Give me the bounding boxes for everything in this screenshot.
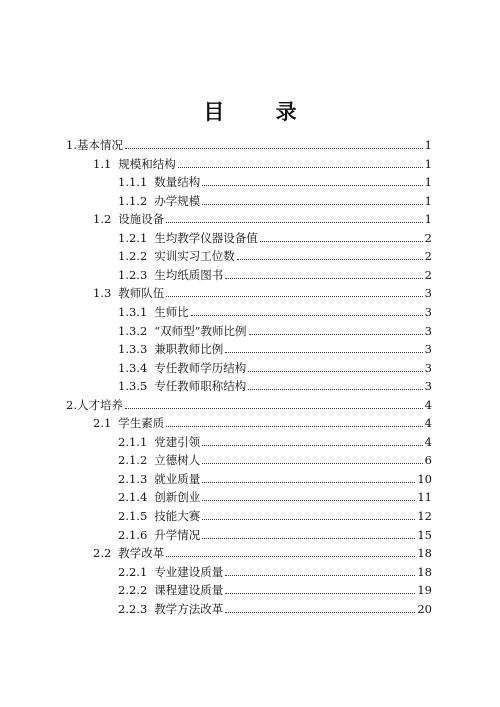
- toc-entry[interactable]: [118, 452, 432, 468]
- toc-entry-page: 1: [424, 193, 432, 208]
- toc-entry-page: 1: [424, 138, 432, 152]
- toc-entry-number: 2.1: [93, 416, 112, 431]
- toc-entry-number: 2.1.5: [118, 509, 148, 523]
- toc-entry-title: 专业建设质量: [154, 564, 224, 579]
- toc-dot-leader: [248, 370, 422, 372]
- toc-dot-leader: [202, 462, 422, 464]
- page-title: 目 录: [203, 100, 319, 124]
- toc-entry-number: 1.1.1: [118, 175, 148, 190]
- toc-entry[interactable]: [118, 230, 432, 246]
- toc-dot-leader: [202, 518, 415, 520]
- toc-dot-leader: [202, 481, 415, 483]
- toc-entry[interactable]: [118, 508, 432, 524]
- toc-entry-title: “双师型”教师比例: [154, 323, 247, 338]
- toc-entry-number: 2.2: [93, 546, 112, 561]
- toc-entry[interactable]: [93, 156, 432, 172]
- toc-dot-leader: [260, 240, 423, 242]
- toc-entry[interactable]: [118, 193, 432, 209]
- toc-entry[interactable]: [118, 323, 432, 339]
- toc-entry[interactable]: [93, 415, 432, 431]
- toc-entry[interactable]: [66, 137, 432, 153]
- toc-entry[interactable]: [118, 434, 432, 450]
- toc-entry-title: 设施设备: [118, 212, 165, 227]
- toc-entry-page: 2: [424, 267, 432, 282]
- toc-dot-leader: [225, 351, 422, 353]
- toc-entry-title: 数量结构: [154, 175, 201, 190]
- toc-entry-page: 18: [417, 564, 432, 579]
- toc-dot-leader: [166, 221, 422, 223]
- toc-entry-title: 规模和结构: [118, 156, 176, 171]
- toc-dot-leader: [237, 258, 423, 260]
- toc-entry-number: 1.2.3: [118, 267, 148, 282]
- toc-entry-number: 1.2: [93, 212, 112, 227]
- toc-dot-leader: [191, 314, 423, 316]
- toc-entry-page: 11: [417, 490, 432, 505]
- toc-entry-page: 3: [424, 323, 432, 338]
- toc-entry-title: 教学改革: [118, 546, 165, 561]
- toc-entry[interactable]: [93, 285, 432, 301]
- toc-entry-number: 2.2.1: [118, 564, 148, 579]
- toc-entry[interactable]: [118, 341, 432, 357]
- toc-dot-leader: [202, 184, 422, 186]
- toc-entry-page: 20: [417, 601, 432, 616]
- toc-entry[interactable]: [118, 471, 432, 487]
- toc-dot-leader: [125, 147, 423, 149]
- toc-dot-leader: [225, 592, 415, 594]
- toc-entry[interactable]: [118, 601, 432, 617]
- toc-entry[interactable]: [118, 304, 432, 320]
- toc-entry-title: 创新创业: [154, 490, 201, 505]
- toc-entry[interactable]: [118, 582, 432, 598]
- toc-dot-leader: [166, 555, 415, 557]
- toc-entry-title: 升学情况: [154, 527, 201, 542]
- toc-dot-leader: [202, 203, 422, 205]
- toc-dot-leader: [248, 388, 422, 390]
- toc-entry-number: 2.: [66, 397, 77, 412]
- toc-entry-page: 1: [424, 212, 432, 227]
- toc-entry-title: 人才培养: [76, 397, 123, 412]
- toc-entry-page: 2: [424, 249, 432, 264]
- toc-entry-page: 18: [417, 546, 432, 561]
- toc-entry-title: 兼职教师比例: [154, 342, 224, 357]
- toc-entry-page: 3: [424, 304, 432, 319]
- toc-entry-title: 专任教师职称结构: [154, 379, 247, 394]
- toc-entry-number: 1.3.1: [118, 304, 148, 319]
- toc-entry-title: 教师队伍: [118, 286, 165, 301]
- toc-entry-number: 1.3: [93, 286, 112, 301]
- toc-entry-number: 2.1.3: [118, 471, 148, 486]
- toc-entry-title: 课程建设质量: [154, 583, 224, 598]
- toc-entry-title: 立德树人: [154, 453, 201, 468]
- toc-entry-title: 生师比: [154, 304, 189, 319]
- toc-dot-leader: [202, 499, 415, 501]
- toc-entry-page: 3: [424, 342, 432, 357]
- toc-entry[interactable]: [118, 248, 432, 264]
- toc-dot-leader: [166, 295, 422, 297]
- toc-entry-page: 4: [424, 434, 432, 449]
- toc-entry-number: 1.3.5: [118, 379, 148, 394]
- toc-entry[interactable]: [118, 174, 432, 190]
- toc-dot-leader: [225, 611, 415, 613]
- toc-entry-title: 就业质量: [154, 471, 201, 486]
- toc-entry[interactable]: [118, 360, 432, 376]
- toc-dot-leader: [166, 425, 422, 427]
- toc-entry-number: 2.1.1: [118, 434, 148, 449]
- toc-entry-page: 1: [424, 156, 432, 171]
- toc-entry-number: 1.1.2: [118, 193, 148, 208]
- toc-entry[interactable]: [118, 267, 432, 283]
- toc-entry-page: 4: [424, 416, 432, 431]
- toc-entry-page: 15: [417, 527, 432, 542]
- toc-entry-number: 1.1: [93, 156, 112, 171]
- toc-entry-page: 12: [417, 509, 432, 523]
- toc-entry-page: 19: [417, 583, 432, 598]
- toc-entry-number: 2.1.4: [118, 490, 148, 505]
- toc-entry-number: 1.: [66, 138, 77, 152]
- toc-entry-title: 技能大赛: [154, 509, 201, 523]
- toc-entry-title: 生均纸质图书: [154, 267, 224, 282]
- toc-entry-title: 专任教师学历结构: [154, 360, 247, 375]
- toc-dot-leader: [249, 333, 423, 335]
- toc-entry-number: 1.3.2: [118, 323, 148, 338]
- toc-entry-page: 4: [424, 397, 432, 412]
- toc-entry-page: 6: [424, 453, 432, 468]
- toc-dot-leader: [125, 407, 423, 409]
- toc-dot-leader: [178, 166, 423, 168]
- toc-entry-title: 办学规模: [154, 193, 201, 208]
- toc-entry-number: 1.2.2: [118, 249, 148, 264]
- toc-entry-title: 基本情况: [76, 138, 123, 152]
- toc-dot-leader: [202, 444, 422, 446]
- toc-entry[interactable]: [118, 564, 432, 580]
- toc-entry-title: 党建引领: [154, 434, 201, 449]
- toc-entry-title: 生均教学仪器设备值: [154, 230, 258, 245]
- toc-entry-page: 10: [417, 471, 432, 486]
- toc-entry-number: 1.2.1: [118, 230, 148, 245]
- toc-entry[interactable]: [118, 489, 432, 505]
- toc-entry[interactable]: [93, 545, 432, 561]
- toc-entry-page: 1: [424, 175, 432, 190]
- toc-entry[interactable]: [118, 378, 432, 394]
- toc-entry[interactable]: [118, 527, 432, 543]
- toc-dot-leader: [225, 574, 415, 576]
- toc-entry-page: 2: [424, 230, 432, 245]
- toc-entry-number: 2.1.2: [118, 453, 148, 468]
- toc-entry-number: 2.1.6: [118, 527, 148, 542]
- toc-entry-page: 3: [424, 360, 432, 375]
- toc-entry-page: 3: [424, 286, 432, 301]
- toc-entry-number: 2.2.2: [118, 583, 148, 598]
- toc-dot-leader: [202, 537, 415, 539]
- toc-entry-number: 1.3.3: [118, 342, 148, 357]
- toc-entry-title: 学生素质: [118, 416, 165, 431]
- toc-entry-number: 1.3.4: [118, 360, 148, 375]
- toc-entry-page: 3: [424, 379, 432, 394]
- toc-entry-title: 实训实习工位数: [154, 249, 235, 264]
- toc-entry-number: 2.2.3: [118, 601, 148, 616]
- toc-entry[interactable]: [66, 397, 432, 413]
- toc-entry-title: 教学方法改革: [154, 601, 224, 616]
- toc-dot-leader: [225, 277, 422, 279]
- toc-entry[interactable]: [93, 211, 432, 227]
